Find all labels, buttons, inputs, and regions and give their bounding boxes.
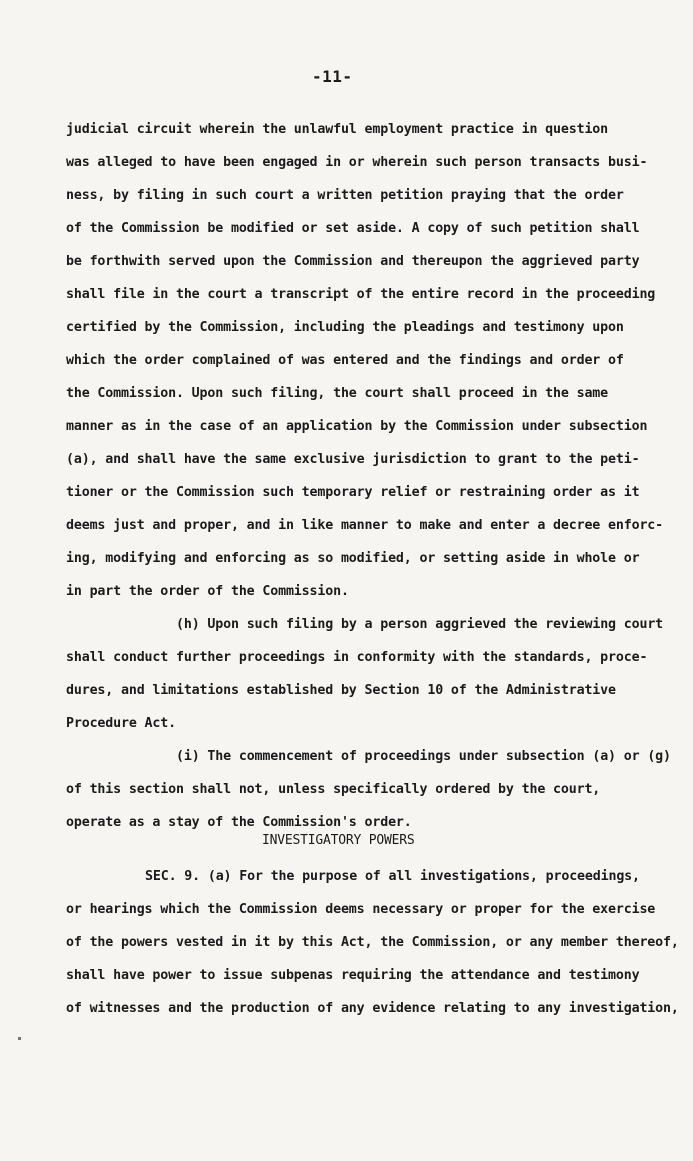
paragraph-h-line-1: (h) Upon such filing by a person aggrieved the reviewing court — [176, 617, 664, 632]
section-9-line-2: or hearings which the Commission deems necessary or proper for the exercise — [66, 902, 656, 917]
body-line-10: manner as in the case of an application by the Commission under subsection — [66, 419, 648, 434]
body-line-2: was alleged to have been engaged in or wherein such person transacts busi- — [66, 155, 648, 170]
body-line-3: ness, by filing in such court a written petition praying that the order — [66, 188, 624, 203]
body-line-14: ing, modifying and enforcing as so modified, or setting aside in whole or — [66, 551, 640, 566]
body-line-8: which the order complained of was entered and the findings and order of — [66, 353, 624, 368]
section-heading: INVESTIGATORY POWERS — [262, 833, 415, 848]
paragraph-h-line-3: dures, and limitations established by Section 10 of the Administrative — [66, 683, 616, 698]
paragraph-h-line-4: Procedure Act. — [66, 716, 176, 731]
section-9-line-3: of the powers vested in it by this Act, the Commission, or any member thereof, — [66, 935, 679, 950]
paragraph-h-line-2: shall conduct further proceedings in conformity with the standards, proce- — [66, 650, 648, 665]
body-line-4: of the Commission be modified or set aside. A copy of such petition shall — [66, 221, 640, 236]
body-line-1: judicial circuit wherein the unlawful employment practice in question — [66, 122, 609, 137]
body-line-15: in part the order of the Commission. — [66, 584, 349, 599]
body-line-5: be forthwith served upon the Commission and thereupon the aggrieved party — [66, 254, 640, 269]
body-line-13: deems just and proper, and in like manner to make and enter a decree enforc- — [66, 518, 664, 533]
body-line-6: shall file in the court a transcript of the entire record in the proceeding — [66, 287, 656, 302]
scan-speck — [18, 1037, 21, 1040]
section-9-line-4: shall have power to issue subpenas requiring the attendance and testimony — [66, 968, 640, 983]
body-line-7: certified by the Commission, including the pleadings and testimony upon — [66, 320, 624, 335]
paragraph-i-line-2: of this section shall not, unless specifically ordered by the court, — [66, 782, 601, 797]
section-9-line-1: SEC. 9. (a) For the purpose of all investigations, proceedings, — [145, 869, 640, 884]
body-line-11: (a), and shall have the same exclusive jurisdiction to grant to the peti- — [66, 452, 640, 467]
body-line-12: tioner or the Commission such temporary relief or restraining order as it — [66, 485, 640, 500]
page-number: -11- — [312, 67, 353, 86]
paragraph-i-line-1: (i) The commencement of proceedings under subsection (a) or (g) — [176, 749, 671, 764]
paragraph-i-line-3: operate as a stay of the Commission's order. — [66, 815, 412, 830]
body-line-9: the Commission. Upon such filing, the court shall proceed in the same — [66, 386, 609, 401]
section-9-line-5: of witnesses and the production of any evidence relating to any investigation, — [66, 1001, 679, 1016]
